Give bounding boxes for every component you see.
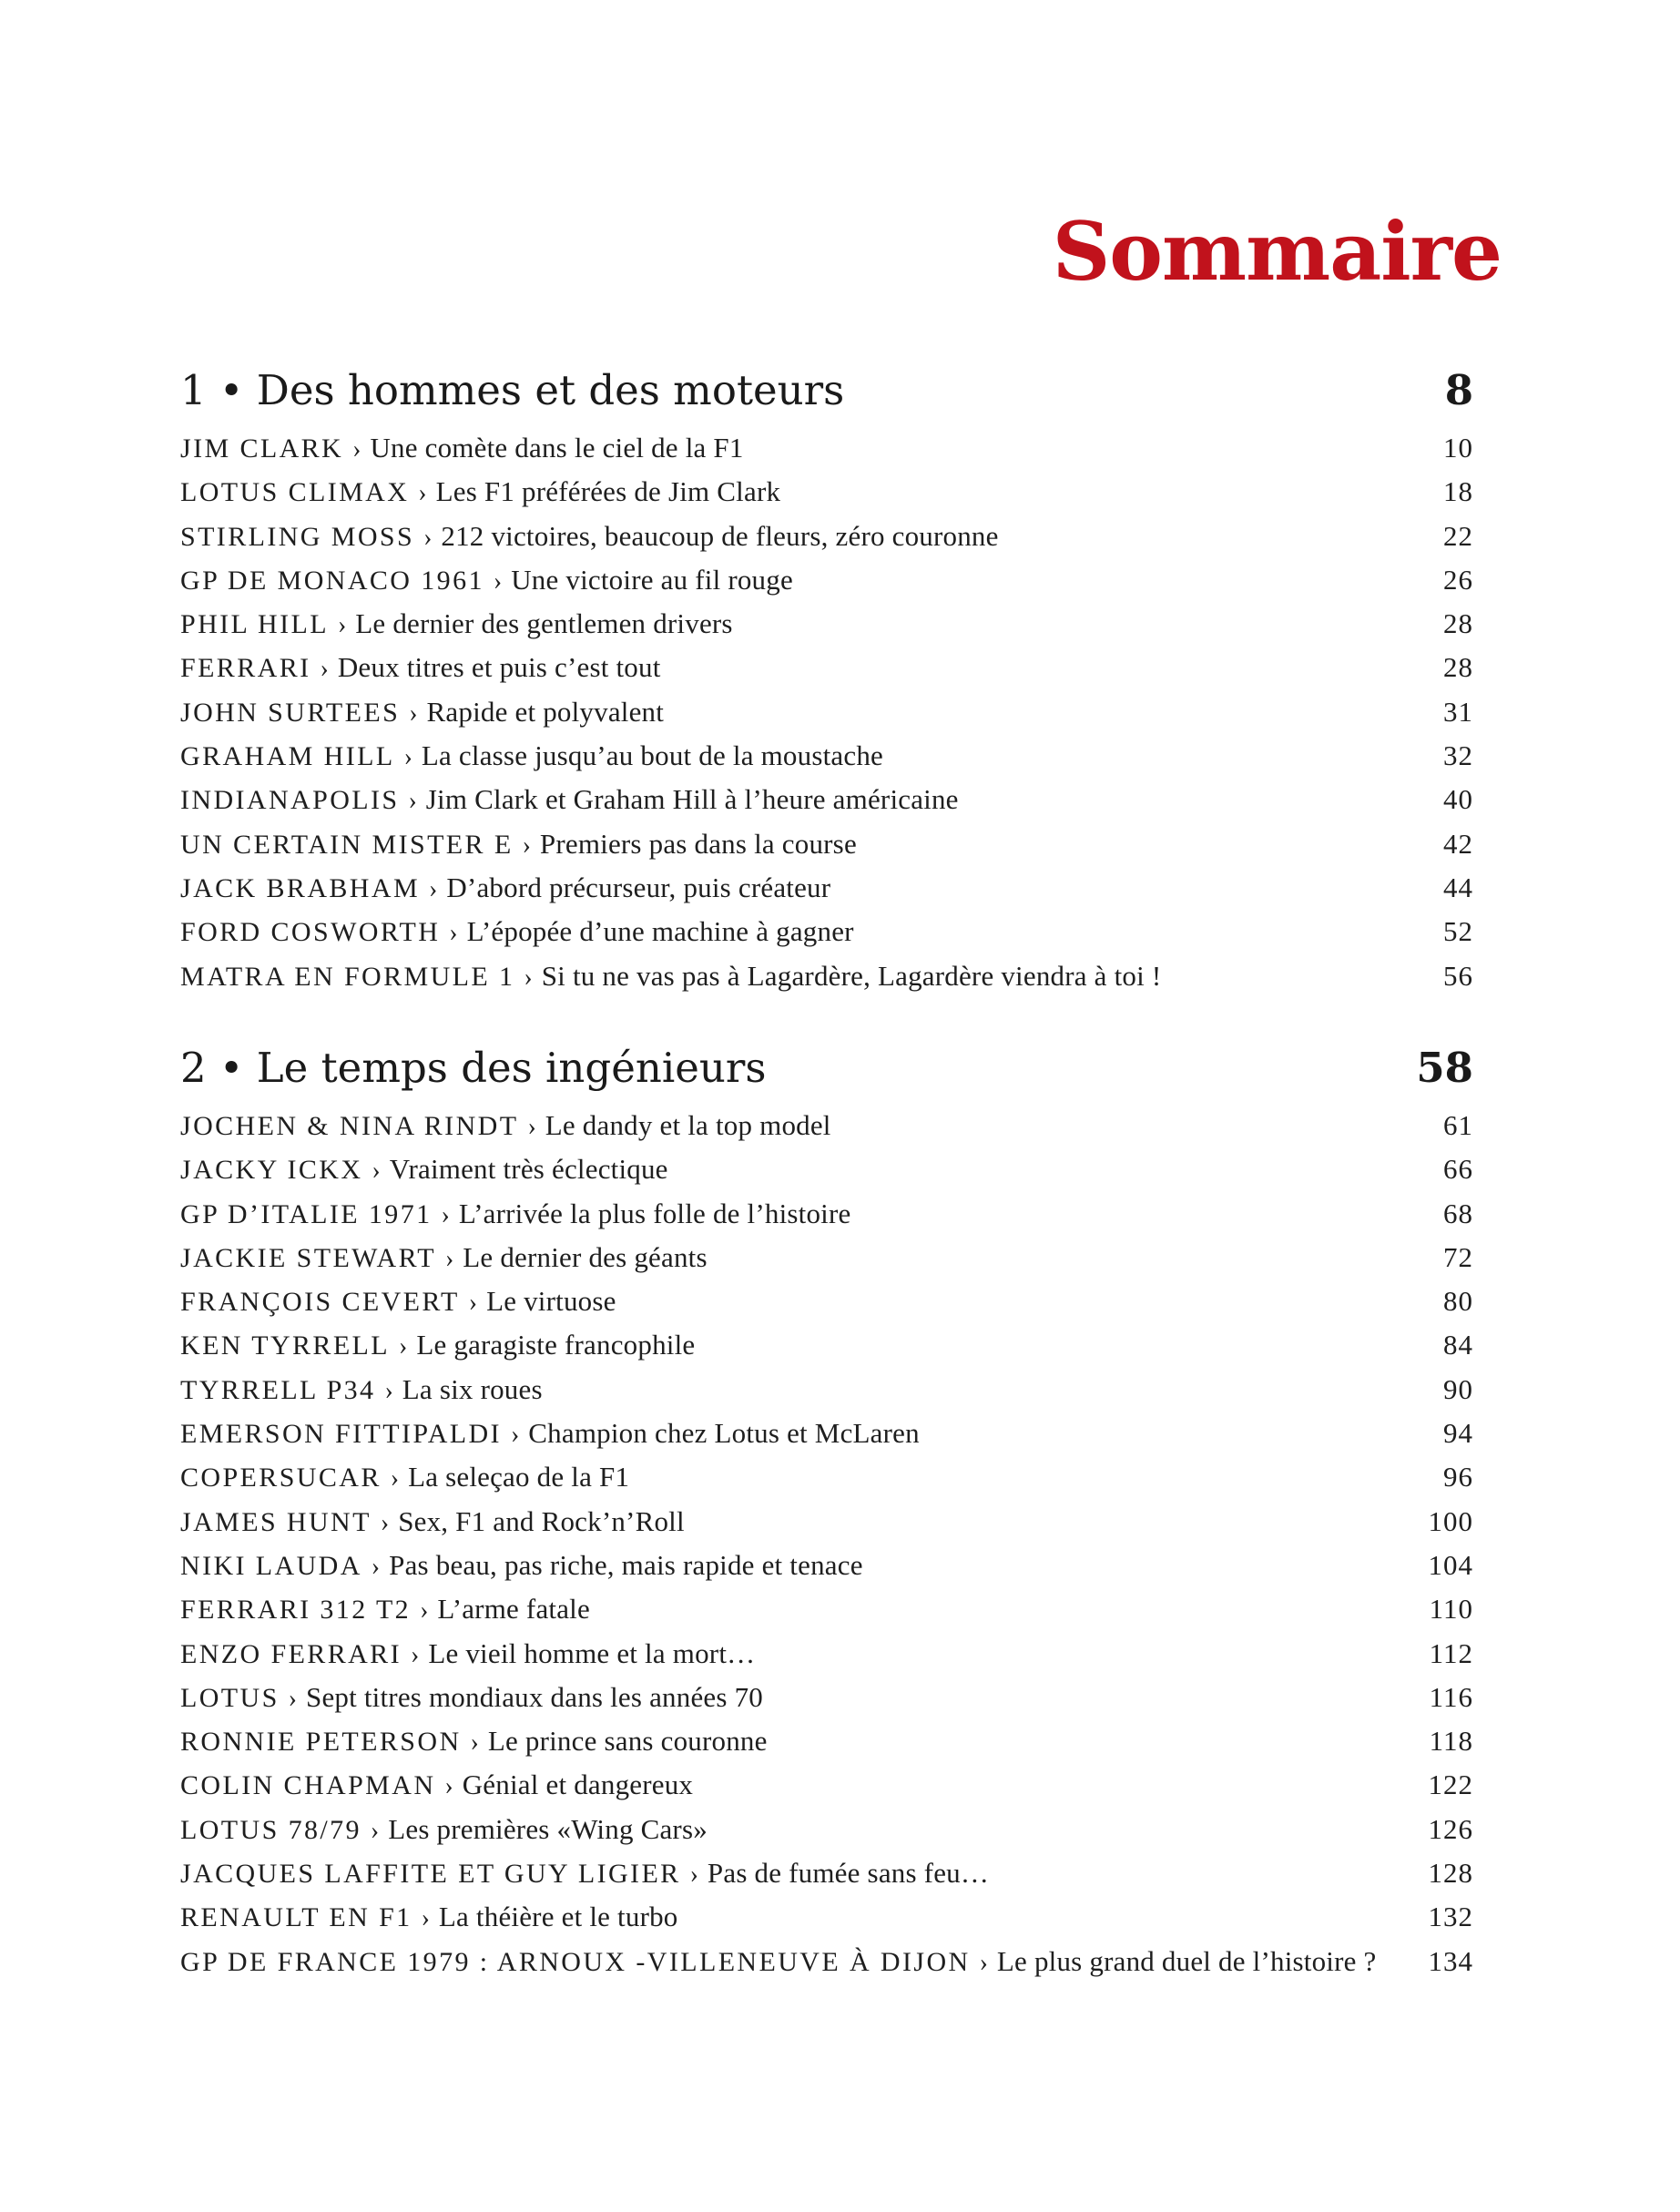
toc-entry-subject: NIKI LAUDA: [180, 1550, 362, 1581]
toc-entry-page-number: 132: [1428, 1901, 1473, 1933]
chevron-right-icon: ›: [409, 698, 418, 728]
toc-entry-page-number: 84: [1443, 1329, 1473, 1361]
toc-entry: [180, 739, 1473, 783]
toc-entry-page-number: 90: [1443, 1372, 1473, 1405]
toc-entry-page-number: 66: [1443, 1153, 1473, 1186]
toc-entry: [180, 783, 1473, 827]
toc-entry-page-number: 118: [1429, 1725, 1473, 1758]
toc-entry-page-number: 26: [1443, 563, 1473, 596]
toc-entry-description: 212 victoires, beaucoup de fleurs, zéro couronne: [441, 519, 999, 552]
toc-entry-text: [180, 1153, 668, 1186]
toc-entry: [180, 607, 1473, 651]
toc-entry-description: L’arme fatale: [437, 1593, 590, 1626]
toc-entry-text: [180, 1725, 768, 1758]
toc-entry-description: Rapide et polyvalent: [426, 695, 665, 728]
toc-entry-text: [180, 1109, 831, 1142]
section-header: [180, 366, 1473, 432]
toc-entry: [180, 564, 1473, 607]
chevron-right-icon: ›: [522, 831, 531, 860]
toc-entry-page-number: 126: [1428, 1812, 1473, 1845]
toc-entry-subject: ENZO FERRARI: [180, 1638, 402, 1669]
toc-entry-text: [180, 564, 793, 596]
toc-entry-description: Sex, F1 and Rock’n’Roll: [398, 1504, 685, 1537]
page-title: Sommaire: [1052, 204, 1502, 299]
toc-entry-page-number: 40: [1443, 783, 1473, 816]
chevron-right-icon: ›: [979, 1948, 988, 1977]
section-page-number: 8: [1444, 366, 1473, 414]
toc-entry-subject: LOTUS 78/79: [180, 1814, 361, 1845]
toc-entry-text: [180, 1593, 590, 1626]
toc-entry-description: Une comète dans le ciel de la F1: [370, 432, 744, 464]
section-des-hommes-et-des-moteurs: [180, 366, 1473, 1004]
section-title: 2 • Le temps des ingénieurs: [180, 1044, 767, 1092]
toc-entry-text: [180, 1813, 708, 1846]
toc-entry-page-number: 42: [1443, 827, 1473, 860]
toc-entry-subject: RONNIE PETERSON: [180, 1727, 462, 1758]
toc-entry-description: Pas de fumée sans feu…: [707, 1857, 990, 1890]
chevron-right-icon: ›: [371, 1552, 381, 1581]
chevron-right-icon: ›: [689, 1860, 698, 1890]
toc-entry-subject: FRANÇOIS CEVERT: [180, 1287, 460, 1318]
section-le-temps-des-ingenieurs: [180, 1044, 1473, 1989]
toc-entry: [180, 1637, 1473, 1681]
toc-entry-subject: FERRARI: [180, 653, 311, 684]
toc-entry: [180, 1285, 1473, 1329]
toc-entry: [180, 1945, 1473, 1989]
toc-entry-description: Champion chez Lotus et McLaren: [528, 1417, 920, 1450]
toc-entry-page-number: 44: [1443, 871, 1473, 903]
toc-entry-text: [180, 651, 661, 684]
toc-entry: [180, 1725, 1473, 1769]
chevron-right-icon: ›: [410, 1640, 420, 1669]
toc-entry-text: [180, 1901, 678, 1933]
toc-entry-description: Une victoire au fil rouge: [511, 563, 793, 596]
section-title: 1 • Des hommes et des moteurs: [180, 366, 845, 414]
toc-entry-page-number: 134: [1428, 1944, 1473, 1977]
chevron-right-icon: ›: [429, 874, 438, 903]
toc-entry: [180, 828, 1473, 872]
toc-entry-description: La seleçao de la F1: [408, 1461, 630, 1493]
toc-entry-page-number: 100: [1428, 1504, 1473, 1537]
toc-entry-page-number: 112: [1429, 1636, 1473, 1669]
toc-entry-text: [180, 475, 780, 508]
chevron-right-icon: ›: [403, 743, 412, 772]
toc-entry-page-number: 96: [1443, 1461, 1473, 1493]
toc-entry-description: La théière et le turbo: [438, 1901, 678, 1933]
toc-entry-description: Sept titres mondiaux dans les années 70: [306, 1680, 763, 1713]
toc-entry-text: [180, 1373, 543, 1406]
toc-entry-page-number: 72: [1443, 1240, 1473, 1273]
toc-entry-subject: PHIL HILL: [180, 609, 329, 640]
toc-entry-subject: JACK BRABHAM: [180, 872, 421, 903]
toc-entry-page-number: 104: [1428, 1548, 1473, 1581]
toc-entry-text: [180, 828, 857, 861]
toc-entry-subject: GP DE FRANCE 1979 : ARNOUX -VILLENEUVE À DIJON: [180, 1946, 971, 1977]
toc-entry: [180, 1593, 1473, 1636]
toc-entry: [180, 915, 1473, 959]
toc-entry: [180, 1373, 1473, 1417]
toc-entry: [180, 475, 1473, 519]
chevron-right-icon: ›: [470, 1728, 479, 1758]
toc-entry: [180, 1329, 1473, 1372]
toc-entry-description: Le garagiste francophile: [416, 1329, 696, 1361]
toc-entry-subject: FERRARI 312 T2: [180, 1595, 412, 1626]
toc-entry-text: [180, 915, 854, 948]
toc-entry-subject: LOTUS CLIMAX: [180, 477, 410, 508]
toc-entry-page-number: 56: [1443, 959, 1473, 992]
chevron-right-icon: ›: [418, 479, 427, 508]
toc-entry: [180, 1681, 1473, 1725]
entry-list: [180, 432, 1473, 1004]
toc-entry: [180, 1461, 1473, 1504]
toc-entry-text: [180, 1285, 616, 1318]
toc-entry-text: [180, 1461, 629, 1493]
chevron-right-icon: ›: [420, 1596, 429, 1626]
toc-entry-page-number: 28: [1443, 651, 1473, 684]
toc-entry: [180, 1198, 1473, 1241]
toc-entry-page-number: 122: [1428, 1769, 1473, 1801]
chevron-right-icon: ›: [510, 1421, 520, 1450]
toc-entry-subject: TYRRELL P34: [180, 1374, 376, 1405]
toc-entry-page-number: 80: [1443, 1285, 1473, 1318]
toc-entry-description: Si tu ne vas pas à Lagardère, Lagardère viendra à toi !: [541, 959, 1162, 992]
toc-entry: [180, 520, 1473, 564]
chevron-right-icon: ›: [288, 1684, 297, 1713]
toc-entry-page-number: 116: [1429, 1680, 1473, 1713]
toc-entry-text: [180, 872, 830, 904]
toc-entry-text: [180, 783, 959, 816]
toc-entry-subject: KEN TYRRELL: [180, 1330, 390, 1361]
toc-entry-description: Le dandy et la top model: [545, 1109, 831, 1141]
chevron-right-icon: ›: [449, 919, 458, 948]
toc-entry: [180, 1109, 1473, 1153]
toc-entry-description: La six roues: [402, 1372, 543, 1405]
toc-entry-subject: COPERSUCAR: [180, 1463, 382, 1493]
chevron-right-icon: ›: [441, 1200, 450, 1229]
toc-entry-text: [180, 1637, 755, 1670]
toc-entry: [180, 651, 1473, 695]
toc-entry-description: La classe jusqu’au bout de la moustache: [421, 739, 883, 772]
toc-entry-text: [180, 1417, 920, 1450]
chevron-right-icon: ›: [384, 1376, 393, 1405]
toc-entry: [180, 1153, 1473, 1197]
chevron-right-icon: ›: [527, 1113, 536, 1141]
toc-entry: [180, 1857, 1473, 1901]
toc-entry-description: Deux titres et puis c’est tout: [337, 651, 661, 684]
toc-entry-text: [180, 607, 733, 640]
toc-entry: [180, 1901, 1473, 1944]
toc-entry-text: [180, 1505, 685, 1538]
chevron-right-icon: ›: [423, 523, 433, 552]
toc-entry-text: [180, 960, 1161, 993]
toc-entry-text: [180, 1857, 989, 1890]
toc-entry: [180, 1769, 1473, 1812]
toc-entry-text: [180, 696, 664, 729]
chevron-right-icon: ›: [380, 1508, 390, 1537]
toc-entry-text: [180, 1945, 1377, 1978]
toc-entry-subject: JACQUES LAFFITE ET GUY LIGIER: [180, 1859, 681, 1890]
chevron-right-icon: ›: [399, 1332, 408, 1361]
toc-entry-page-number: 28: [1443, 607, 1473, 640]
toc-entry-subject: JOHN SURTEES: [180, 697, 401, 728]
chevron-right-icon: ›: [408, 787, 417, 816]
toc-entry-description: Jim Clark et Graham Hill à l’heure américaine: [425, 783, 959, 816]
toc-entry-subject: GP DE MONACO 1961: [180, 565, 484, 596]
toc-entry: [180, 1417, 1473, 1461]
toc-entry-page-number: 32: [1443, 739, 1473, 772]
toc-entry-page-number: 68: [1443, 1197, 1473, 1229]
toc-entry-description: Le plus grand duel de l’histoire ?: [996, 1944, 1377, 1977]
toc-entry-description: Le dernier des géants: [463, 1240, 708, 1273]
toc-entry-text: [180, 1241, 708, 1274]
toc-entry-subject: JACKY ICKX: [180, 1155, 363, 1186]
toc-entry-page-number: 110: [1429, 1593, 1473, 1626]
entry-list: [180, 1109, 1473, 1989]
toc-entry-subject: JOCHEN & NINA RINDT: [180, 1111, 519, 1141]
chevron-right-icon: ›: [372, 1157, 381, 1186]
section-header: [180, 1044, 1473, 1109]
toc-entry-page-number: 128: [1428, 1857, 1473, 1890]
toc-entry-page-number: 94: [1443, 1417, 1473, 1450]
toc-entry-text: [180, 432, 744, 464]
toc-entry-subject: COLIN CHAPMAN: [180, 1770, 436, 1801]
toc-entry-description: Les premières «Wing Cars»: [388, 1812, 708, 1845]
toc-entry-subject: JIM CLARK: [180, 433, 344, 464]
toc-entry-description: L’épopée d’une machine à gagner: [466, 915, 854, 948]
toc-entry: [180, 872, 1473, 915]
toc-entry-subject: JAMES HUNT: [180, 1506, 372, 1537]
toc-entry-subject: GP D’ITALIE 1971: [180, 1198, 433, 1229]
toc-entry-page-number: 10: [1443, 432, 1473, 464]
toc-entry-description: Le vieil homme et la mort…: [428, 1636, 756, 1669]
toc-entry-description: Les F1 préférées de Jim Clark: [435, 475, 781, 508]
chevron-right-icon: ›: [493, 566, 503, 596]
toc-entry-text: [180, 1769, 693, 1801]
toc-entry-text: [180, 739, 883, 772]
toc-entry-page-number: 52: [1443, 915, 1473, 948]
chevron-right-icon: ›: [370, 1816, 380, 1845]
toc-entry-subject: EMERSON FITTIPALDI: [180, 1419, 502, 1450]
toc-entry-subject: JACKIE STEWART: [180, 1242, 436, 1273]
toc-entry-text: [180, 1549, 863, 1582]
toc-entry-description: Premiers pas dans la course: [539, 827, 857, 860]
chevron-right-icon: ›: [468, 1289, 478, 1318]
toc-entry: [180, 1813, 1473, 1857]
toc-entry-text: [180, 520, 999, 553]
chevron-right-icon: ›: [524, 963, 533, 992]
toc-entry-text: [180, 1329, 695, 1361]
chevron-right-icon: ›: [444, 1244, 454, 1273]
toc-entry-description: D’abord précurseur, puis créateur: [446, 871, 831, 903]
toc-entry: [180, 1241, 1473, 1285]
toc-entry: [180, 432, 1473, 475]
toc-entry-page-number: 22: [1443, 519, 1473, 552]
chevron-right-icon: ›: [444, 1772, 453, 1801]
chevron-right-icon: ›: [421, 1904, 430, 1933]
toc-entry: [180, 1549, 1473, 1593]
chevron-right-icon: ›: [337, 611, 347, 640]
toc-entry-subject: RENAULT EN F1: [180, 1902, 412, 1933]
toc-entry-subject: LOTUS: [180, 1682, 280, 1713]
toc-entry-subject: GRAHAM HILL: [180, 741, 395, 772]
chevron-right-icon: ›: [320, 655, 329, 684]
toc-entry-subject: MATRA EN FORMULE 1: [180, 961, 515, 992]
toc-entry-page-number: 31: [1443, 695, 1473, 728]
toc-entry-description: Vraiment très éclectique: [389, 1153, 668, 1186]
toc-entry-page-number: 61: [1443, 1109, 1473, 1141]
toc-entry-text: [180, 1681, 763, 1714]
section-page-number: 58: [1416, 1044, 1473, 1092]
chevron-right-icon: ›: [390, 1464, 400, 1493]
toc-entry: [180, 1505, 1473, 1549]
toc-entry-subject: UN CERTAIN MISTER E: [180, 829, 514, 860]
toc-entry-page-number: 18: [1443, 475, 1473, 508]
toc-entry: [180, 696, 1473, 739]
toc-entry-description: Le dernier des gentlemen drivers: [355, 607, 733, 640]
toc-entry-subject: INDIANAPOLIS: [180, 785, 400, 816]
toc-entry: [180, 960, 1473, 1004]
toc-entry-text: [180, 1198, 850, 1230]
toc-entry-description: Le prince sans couronne: [487, 1725, 768, 1758]
toc-entry-subject: STIRLING MOSS: [180, 521, 415, 552]
toc-entry-description: L’arrivée la plus folle de l’histoire: [458, 1197, 851, 1229]
toc-entry-description: Génial et dangereux: [462, 1769, 694, 1801]
toc-entry-subject: FORD COSWORTH: [180, 917, 441, 948]
chevron-right-icon: ›: [352, 435, 361, 464]
toc-entry-description: Pas beau, pas riche, mais rapide et tenace: [389, 1548, 863, 1581]
toc-entry-description: Le virtuose: [486, 1285, 616, 1318]
